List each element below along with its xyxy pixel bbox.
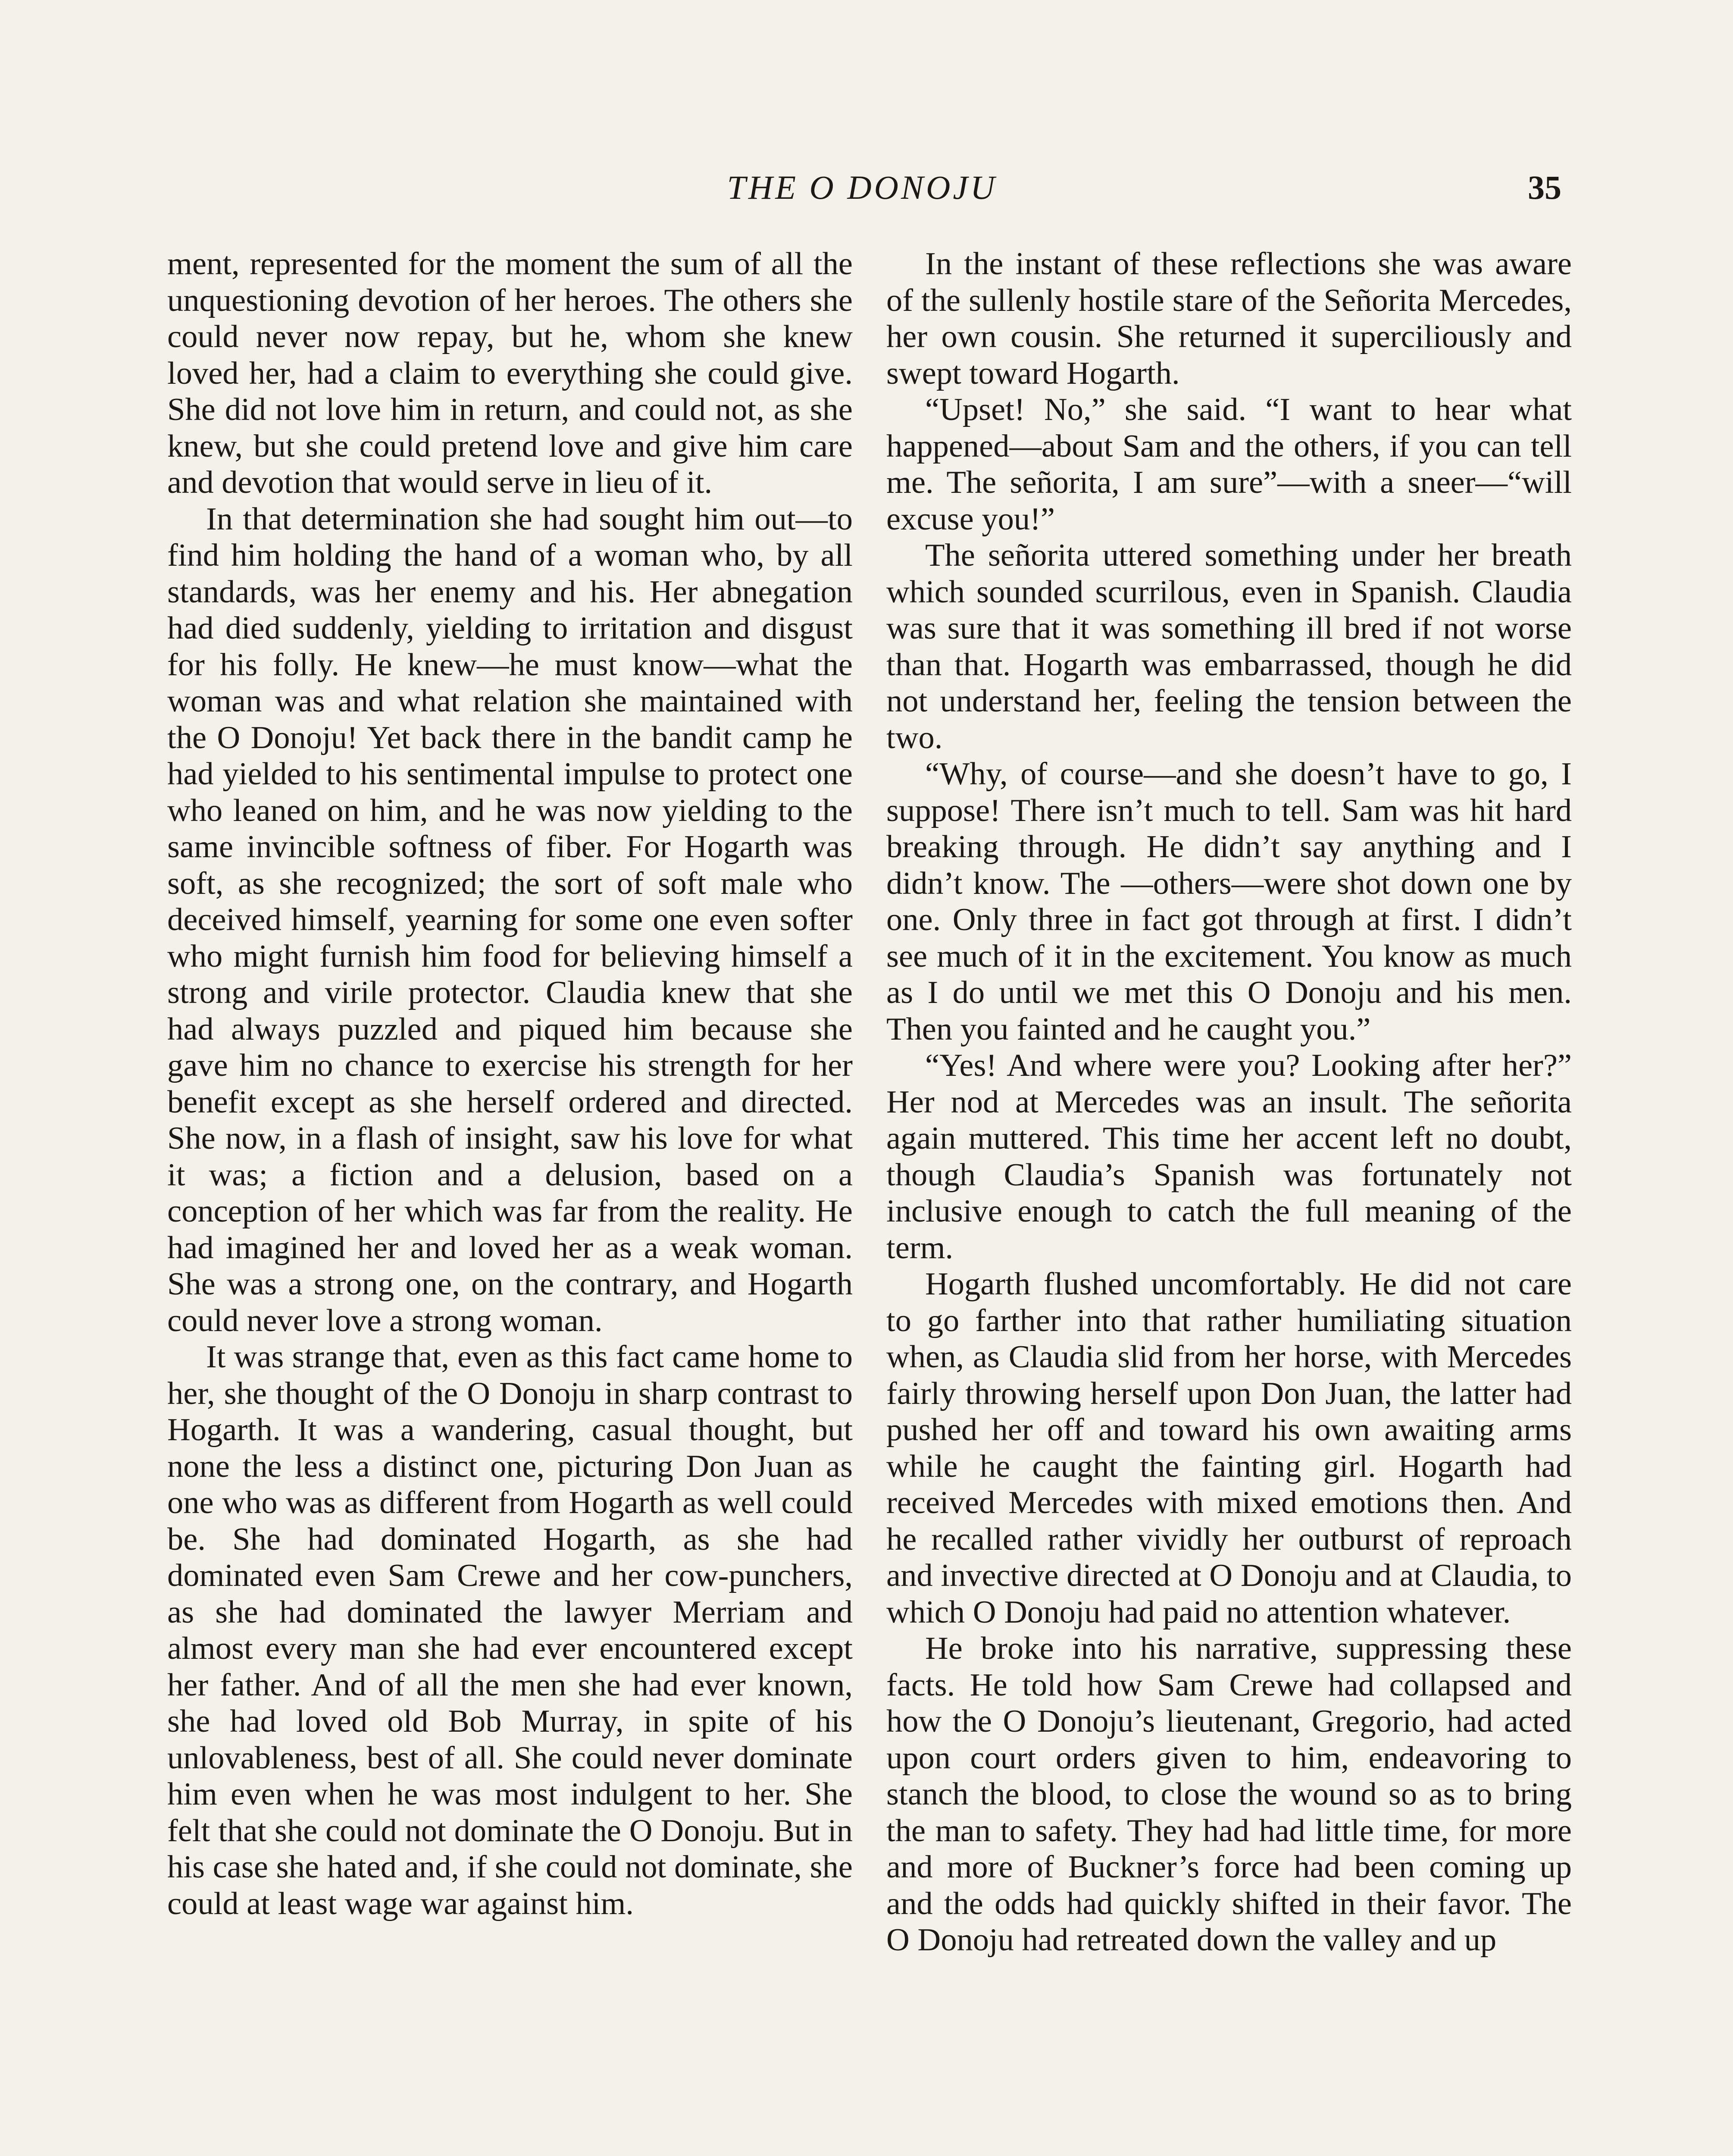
paragraph: He broke into his narrative, suppressing these facts. He told how Sam Crewe had collapsed and how the O Donoju’s lieutenant, Gregorio, had acted upon court orders given to him, endeavoring to stanch the blood, to close the wound so as to bring the man to safety. They had had little time, for more and more of Buckner’s force had been coming up and the odds had quickly shifted in their favor. The O Donoju had retreated down the valley and up	[886, 1631, 1572, 1958]
running-title: THE O DONOJU	[727, 169, 998, 206]
paragraph: In the instant of these reflections she was aware of the sullenly hostile stare of the Señorita Mercedes, her own cousin. She returned it superciliously and swept toward Hogarth.	[886, 246, 1572, 391]
paragraph: “Upset! No,” she said. “I want to hear what happened—about Sam and the others, if you can tell me. The señorita, I am sure”—with a sneer—“will excuse you!”	[886, 392, 1572, 537]
paragraph: In that determination she had sought him out—to find him holding the hand of a woman who, by all standards, was her enemy and his. Her abnegation had died suddenly, yielding to irritation and disgust for his folly. He knew—he must know—what the woman was and what relation she maintained with the O Donoju! Yet back there in the bandit camp he had yielded to his sentimental impulse to protect one who leaned on him, and he was now yielding to the same invincible softness of fiber. For Hogarth was soft, as she recognized; the sort of soft male who deceived himself, yearning for some one even softer who might furnish him food for believing himself a strong and virile protector. Claudia knew that she had always puzzled and piqued him because she gave him no chance to exercise his strength for her benefit except as she herself ordered and directed. She now, in a flash of insight, saw his love for what it was; a fiction and a delusion, based on a conception of her which was far from the reality. He had imagined her and loved her as a weak woman. She was a strong one, on the contrary, and Hogarth could never love a strong woman.	[167, 501, 853, 1338]
page-number: 35	[1528, 169, 1561, 206]
paragraph: ment, represented for the moment the sum of all the unquestioning devotion of her heroes. The others she could never now repay, but he, whom she knew loved her, had a claim to everything she could give. She did not love him in return, and could not, as she knew, but she could pretend love and give him care and devotion that would serve in lieu of it.	[167, 246, 853, 500]
paragraph: “Why, of course—and she doesn’t have to go, I suppose! There isn’t much to tell. Sam was hit hard breaking through. He didn’t say anything and I didn’t know. The —others—were shot down one by one. Only three in fact got through at first. I didn’t see much of it in the excitement. You know as much as I do until we met this O Donoju and his men. Then you fainted and he caught you.”	[886, 756, 1572, 1047]
paragraph: The señorita uttered something under her breath which sounded scurrilous, even in Spanish. Claudia was sure that it was something ill bred if not worse than that. Hogarth was embarrassed, though he did not understand her, feeling the tension between the two.	[886, 538, 1572, 755]
left-column	[167, 246, 853, 1922]
paragraph: It was strange that, even as this fact came home to her, she thought of the O Donoju in sharp contrast to Hogarth. It was a wandering, casual thought, but none the less a distinct one, picturing Don Juan as one who was as different from Hogarth as well could be. She had dominated Hogarth, as she had dominated even Sam Crewe and her cow-punchers, as she had dominated the lawyer Merriam and almost every man she had ever encountered except her father. And of all the men she had ever known, she had loved old Bob Murray, in spite of his unlovableness, best of all. She could never dominate him even when he was most indulgent to her. She felt that she could not dominate the O Donoju. But in his case she hated and, if she could not dominate, she could at least wage war against him.	[167, 1339, 853, 1921]
paragraph: “Yes! And where were you? Looking after her?” Her nod at Mercedes was an insult. The señorita again muttered. This time her accent left no doubt, though Claudia’s Spanish was fortunately not inclusive enough to catch the full meaning of the term.	[886, 1048, 1572, 1266]
right-column	[886, 246, 1572, 1959]
paragraph: Hogarth flushed uncomfortably. He did not care to go farther into that rather humiliating situation when, as Claudia slid from her horse, with Mercedes fairly throwing herself upon Don Juan, the latter had pushed her off and toward his own awaiting arms while he caught the fainting girl. Hogarth had received Mercedes with mixed emotions then. And he recalled rather vividly her outburst of reproach and invective directed at O Donoju and at Claudia, to which O Donoju had paid no attention whatever.	[886, 1266, 1572, 1630]
